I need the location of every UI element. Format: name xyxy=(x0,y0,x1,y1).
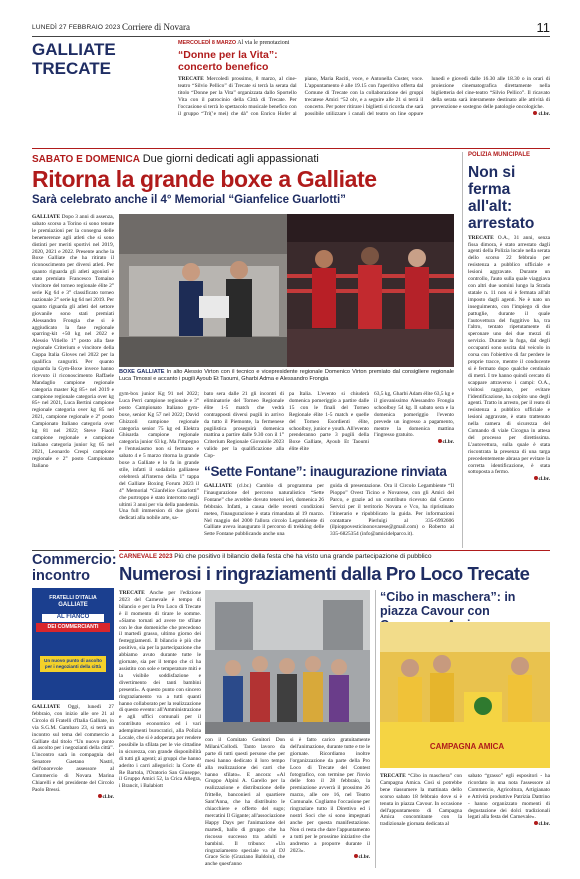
carnevale-lead: TRECATE xyxy=(119,590,145,596)
article-alt-arrestato xyxy=(468,152,550,548)
header-rule xyxy=(32,36,550,37)
rule-alt-left xyxy=(462,152,463,548)
masthead-bar xyxy=(32,20,550,36)
boxe-caption-text: In alto Alessio Virton con il tecnico e vicepresidente regionale Domenico Virton premiato dal consigliere regionale Luca Timossi e accanto i pugili Ayoub Et Taoumi, Gharbi Adma e Alessandro Frongia xyxy=(119,369,454,383)
boxe-col3: bato sera dalle 21 gli incontri di eliminatorie del Torneo Regionale élite 1-5 match che vedrà contrapposti diversi pugili in arrivo da tutto il Piemonte, la fermenese pugilistica proseguirà domenica mattina a partire dalle 9.30 con il 1° Criterium Regionale Giovanile 2023 valido per la qualificazione alla Cop- xyxy=(204,391,284,460)
boxe-kicker-red: SABATO E DOMENICA xyxy=(32,154,140,165)
alt-lead: TRECATE xyxy=(468,234,494,241)
donne-title: “Donne per la Vita”: concerto benefico xyxy=(178,49,278,73)
boxe-subtitle: Sarà celebrato anche il 4° Memorial “Gianfelice Guarlotti” xyxy=(32,194,346,206)
boxe-col1 xyxy=(32,214,114,550)
carnevale-kicker xyxy=(119,553,550,561)
cibo-signature: cl.br. xyxy=(468,821,550,828)
header-date: LUNEDÌ 27 FEBBRAIO 2023 xyxy=(32,24,121,31)
section-title xyxy=(32,40,182,84)
donne-kicker xyxy=(178,40,308,48)
donne-kicker-red: MERCOLEDÌ 8 MARZO xyxy=(178,40,237,46)
carnevale-col1 xyxy=(119,590,201,870)
section-trecate: TRECATE xyxy=(32,59,112,78)
boxe-photo-caption xyxy=(119,369,454,389)
carnevale-signature: cl.br. xyxy=(290,854,370,861)
cibo-col2 xyxy=(468,773,550,869)
donne-signature: cl.br. xyxy=(431,111,550,118)
donne-lead: TRECATE xyxy=(178,76,204,82)
carnevale-col2: con il Comitato Genitori Don Milani/Collodi. Tanto lavoro da parte di tutti questi persone che per mesi hanno dedicato il loro tempo alla realizzazione dei carri che hanno sfilato». E ancora: «Al Gruppo Alpini A. Garello per la realizzazione e distribuzione delle frittelle, banconieri al quartiere Sant'Anna, che ha distribuito le chiacchiere e offerto del sugo; mercatini Il Gigante; all'associazione Happy Days per l'animazione del martedì, ballo di gruppo che ha riscosso successo tra adulti e bambini. Il tribuno: «Un ringraziamento speciale va al DJ Grace Scio (Graziano Baldoin), che anche quest'anno xyxy=(205,737,285,868)
section-galliate: GALLIATE xyxy=(32,40,116,59)
fontane-lead: GALLIATE xyxy=(204,483,233,489)
boxe-signature: cl.br. xyxy=(374,439,454,446)
alt-body-text: O.A., 31 anni, senza fissa dimora, è stato arrestato dagli agenti della Polizia locale nella serata dello scorso 22 febbraio per resistenza a pubblico ufficiale e lesioni aggravate. Durante un controllo, l'auto sulla quale viaggiava con altri due uomini lungo la Strada statale n. 11 non si è fermata all'alt imposto dagli agenti. Ne è nato un inseguimento, con l'impiego di due pattuglie, durante il quale l'autovettura del fuggitivo ha, tra l'altro, tentato ripetutamente di speronare uno dei due mezzi di servizio. Durante la fuga, dal degli occupanti sono uscita dal veicolo in corsa con l'obiettivo di far perdere le proprie tracce, mentre il conducente si è fermato dopo qualche centinaio di metri. I tre hanno quindi cercato di scappare attraverso i campi: O.A., visitosi raggiunto, per evitare l'identificazione, ha colpito uno degli agenti. Tratto in arresto, per il reato di resistenza a pubblico ufficiale e lesioni aggravate, è stato trattenuto nella camera di sicurezza del Comando di viale Cicogna in attesa del processo per direttissima. L'autovettura, sulla quale è stata riscontrata la presenza di una targa precedentemente abrasa per evitare la corretta identificazione, è stata sottoposta a fermo. xyxy=(468,234,550,476)
rule-commercio-top xyxy=(32,550,114,551)
fontane-body2: guida di presentazione. Ora il Circolo Legambiente “Il Pioppo” Ovest Ticino e Novarese, con gli Amici del Parco, e grazie ad un contributo ricevuto dal Centro Servizi per il territorio Novara e Vco, ha ripristinato l'itinerario e ripubblicato la guida. Per informazioni contattare Pierluigi al 335-6992606 (ilpioppovesticinonovarese@gmail.com) o Roberto al 335-6825354 (info@amicidelparco.it). xyxy=(330,483,454,538)
fontane-body1-text: (cl.br.) Cambio di programma per l'inaugurazione del percorso naturalistico “Sette Fontane” che avrebbe dovuto tenersi ieri, domenica 26 febbraio. Infatti, a causa delle recenti condizioni meteo, l'inaugurazione è stata rimandata al 19 marzo. Nel maggio del 2000 l'allora circolo Legambiente di Galliate aveva inaugurato il percorso di trekking delle Sette Fontane pubblicando anche una xyxy=(204,483,324,538)
alt-title: Non si ferma all'alt: arrestato xyxy=(468,163,535,232)
rule-carnevale-top xyxy=(119,550,550,551)
donne-kicker-text: Al via le prenotazioni xyxy=(237,40,290,46)
article-donne-per-la-vita xyxy=(178,40,550,144)
cibo-col1 xyxy=(380,773,462,869)
carnevale-col3-text: si è fatto carico gratuitamente dell'animazione, durante tutte e tre le giornate. Ricordiamo inoltre l'organizzazione da parte della Pro Loco di Trecate del Contest fotografico, con termine per l'invio delle foto il 28 febbraio, la premiazione avverrà il prossimo 26 marzo, alle ore 16, nel Teatro Comunale. Cogliamo l'occasione per ringraziare tutto il Direttivo ed i nostri Soci che si sono impegnati anche per questa manifestazione. Non ci resta che dare l'appuntamento a tutti per le prossime iniziative che andremo a proporre durante il 2023». xyxy=(290,737,370,854)
donne-body xyxy=(178,76,550,140)
commercio-body-text: Oggi, lunedì 27 febbraio, con inizio alle ore 21 al Circolo di Fratelli d'Italia Galliate, in via S.G.M. Gambaro 23, si terrà un incontro sul tema del commercio a Galliate dal titolo “Un nuovo punto di ascolto per i negozianti della città”. L'incontro sarà in compagnia del Senatore Gaetano Nastri, dell'onorevole assessore al Commercio di Novara Marina Chiarelli e del presidente del Circolo Paolo Bressi. xyxy=(32,704,114,793)
boxe-lead: GALLIATE xyxy=(32,214,61,220)
boxe-col5-text: 63,5 kg, Gharbi Adam élite 63,5 kg e il giovanissimo Alessandro Frongia schoolboy 54 kg. Il sabato sera e la domenica pomeriggio l'evento prevede un ingresso a pagamento, mentre la domenica mattina l'ingresso gratuito. xyxy=(374,391,454,439)
commercio-body xyxy=(32,704,114,801)
carnevale-kicker-text: Più che positivo il bilancio della festa che ha visto una grande partecipazione di pubblico xyxy=(174,553,432,560)
boxe-title: Ritorna la grande boxe a Galliate xyxy=(32,166,377,192)
alt-signature: cl.br. xyxy=(468,476,550,483)
boxe-col2: gym-box junior Kg 91 nel 2022; Luca Perri campione regionale e 3° posto Campionato Italiano gym-boxe, senior Kg 57 nel 2022; David Ghizzoli campione regionale categoria senior 75 kg ed Elektra Ghisarda campione regionale categoria junior 63 kg. Ma l'impegno e l'entusiasmo non si fermano e sabato 4 e 5 marzo ritorna la grande boxe a Galliate e lo fa in grande stile, infatti il sodalizio galliatese celebrerà all'interno della 1° tappa del Galliate Boxing Forum 2023 il 4° Memorial “Gianfelice Guarlotti” che purtroppo è stato interrotto negli ultimi 3 anni per via della pandemia. Una full immersion di due giorni dedicati alla nobile arte, sa- xyxy=(119,391,200,522)
cibo-col2-text: sabato “grasso” egli espositori - ha ricordato in una nota l'assessore al Commercio, Agricoltura, Artigianato e Attività produttive Patrizia Dattrino - hanno organizzato momenti di degustazione dei dolci tradizionali legati alla festa del Carnevale». xyxy=(468,773,550,821)
alt-body xyxy=(468,235,550,484)
cibo-banner: CAMPAGNA AMICA xyxy=(429,742,505,751)
header-page-number: 11 xyxy=(536,20,550,35)
commercio-poster xyxy=(32,588,114,700)
cibo-photo xyxy=(380,622,550,768)
poster-line4: DEI COMMERCIANTI xyxy=(36,623,110,632)
boxe-col4: pa Italia. L'evento si chiuderà domenica pomeriggio a partire dalle 15 con le finali del Torneo Regionale élite 1-5 match e quelle del Torneo Esordienti élite, schoolboy, junior e youth. All'evento prenderanno parte 3 pugili della Boxe Galliate, Ayoub Et Taoumi élite élite xyxy=(289,391,369,453)
boxe-col5 xyxy=(374,391,454,461)
carnevale-photo xyxy=(205,590,370,734)
carnevale-col3 xyxy=(290,737,370,870)
poster-line5: Un nuovo punto di ascolto per i negozianti della città xyxy=(40,656,106,672)
poster-line3: AL FIANCO xyxy=(42,614,104,622)
boxe-caption-lead: BOXE GALLIATE xyxy=(119,369,165,375)
article-cibo-in-maschera xyxy=(380,590,550,870)
rule-boxe-top xyxy=(32,148,550,149)
fontane-title: “Sette Fontane”: inaugurazione rinviata xyxy=(204,464,447,479)
header-paper: Corriere di Novara xyxy=(122,22,190,32)
commercio-lead: GALLIATE xyxy=(32,704,61,710)
carnevale-col1-text: Anche per l'edizione 2023 del Carnevale è tempo di bilancio e per la Pro Loco di Trecate è il momento di tirare le somme. «Siamo tornati ad avere tre sfilate con le due domeniche che precedono il martedì grasso, ultimo giorno dei festeggiamenti. Il bilancio è più che positivo, sia per la partecipazione che abbiamo avuto durante tutte le giornate, sia per il tempo che ci ha assistito con sole e temperature miti e la visibile soddisfazione e divertimento dei tanti bambini presenti». A questo punto con sincero ringraziamento va a tutti quanti hanno collaborato per la realizzazione di questo evento: all'Amministrazione e agli uffici comunali per il contributo economico ed i vari adempimenti burocratici, alla Polizia Locale, che si è adoperata per rendere possibile la sfilata per le vie cittadine in sicurezza, con grande disponibilità di tutti gli agenti; ai gruppi che hanno aderito i carri allegorici: la Corte di Re Bartola, l'Oratorio San Giuseppe, il Gruppo Amici 52, la Crica Allegra, i Brancit, i Balabiott xyxy=(119,590,202,790)
boxe-photo-image xyxy=(119,214,454,367)
poster-line2: GALLIATE xyxy=(58,602,88,608)
cibo-title: “Cibo in maschera”: in piazza Cavour con xyxy=(380,590,516,618)
cibo-lead: TRECATE xyxy=(380,773,406,779)
boxe-col1-text: Dopo 3 anni di assenza, sabato scorso a Torino si sono tenute le premiazioni per la consegna delle benemerenze agli atleti che si sono distinti per meriti sportivi nel 2019, 2020, 2021 e 2022. Presente anche la Boxe Galliate che ha ritirato il riconoscimento per diversi atleti. Per quanto riguarda gli atleti agonisti è stato premiato Francesco Tomaino vincitore del torneo regionale élite 2° serie Kg 64 e 3° classificato torneo nazionale 2° serie kg 64 nel 2019. Per quanto riguarda gli atleti del settore giovanile sono stati premiati Alessandro Frongia che si è aggiudicato la fase regionale sparring-kit +50 kg nel 2022 e Alessio Vitiello 1° posto alla fase regionale Criterium e vincitore della Coppa Italia Gloves nel 2022 per la qualifica canguriti. Per quanto riguarda la Gym-Boxe invece hanno ricevuto il riconoscimento Raffaele Mandaglio campione regionale categoria master Kg 85+ nel 2019 e campione regionale categoria over kg 85+ nel 2021, Luca Bertini campione regionale categoria over kg 85 nel 2021, campione regionale e 2° posto Campionato Italiano categoria over kg 81 nel 2022; Steve Fiaoli campione regionale e campione italiano categoria junior kg 65 nel 2021, Leonardo Crespi campione regionale e 2° posto Campionato Italiano xyxy=(32,214,114,469)
rule-cibo-left xyxy=(375,590,376,868)
poster-line1: FRATELLI D'ITALIA xyxy=(49,595,97,601)
carnevale-kicker-red: CARNEVALE 2023 xyxy=(119,553,173,560)
boxe-kicker xyxy=(32,152,452,167)
article-commercio xyxy=(32,552,117,870)
carnevale-title: Numerosi i ringraziamenti dalla Pro Loco Trecate xyxy=(119,563,530,584)
commercio-title: Commercio: incontro xyxy=(32,552,117,584)
fontane-body1 xyxy=(204,483,324,549)
carnevale-photo-image xyxy=(205,590,370,734)
alt-kicker: POLIZIA MUNICIPALE xyxy=(468,152,530,158)
commercio-signature: cl.br. xyxy=(32,794,114,801)
boxe-photo xyxy=(119,214,454,367)
donne-body-text: Mercoledì prossimo, 8 marzo, al cine-teatro “Silvio Pellico” di Trecate si terrà la serata dal titolo “Donne per la Vita” organizzata dallo Sportello Vita con il patrocinio della Città di Trecate. Per l'occasione si terrà lo spettacolo musicale benefico con il gruppo “Tri(’e mei) che dà” con Enrico Hofer al piano, Maria Raciti, voce, e Antonella Custer, voce. L'appuntamento è alle 19.15 con l'aperitivo offerta dal Comune di Trecate con la collaborazione dei gruppi trecatese Amici “52 olv, e a seguire alle 21 si terrà il concerto. Per poter ritirare i biglietti si ricorda che sarà possibile utilizzare i canali del teatro on line oppure lunedì e giovedì dalle 16.30 alle 18.30 o in orari di proiezione cinematografica direttamente nella biglietteria del cine-teatro “Silvio Pellico”. Il ricavato della serata sarà interamente destinato alle attività di prevenzione e sostegno delle patologie oncologiche. xyxy=(178,76,550,117)
cibo-col1-text: “Cibo in maschera” con Campagna Amica. Così si potrebbe bene riassumere la mattinata dello scorso sabato 18 febbraio dove si è tenuta in piazza Cavour. In occasione dell'appuntamento di Campagna Amica concomitante con la tradizionale giornata dedicata al xyxy=(380,773,462,828)
boxe-kicker-text: Due giorni dedicati agli appassionati xyxy=(142,153,319,165)
